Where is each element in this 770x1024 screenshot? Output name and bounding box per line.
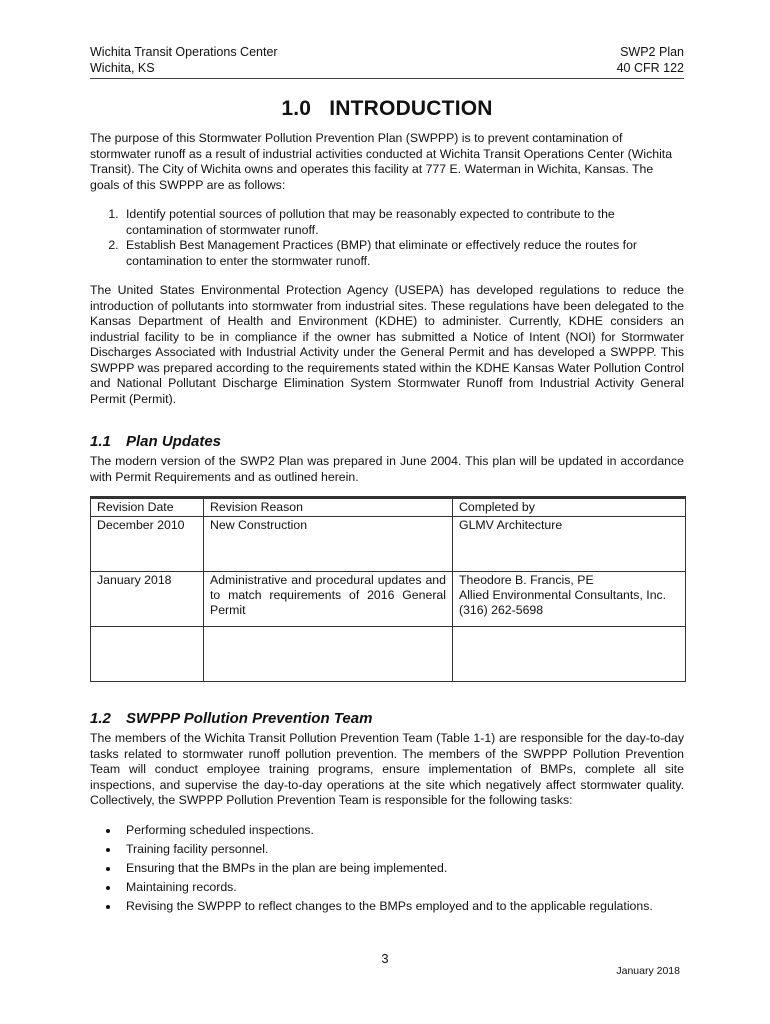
revision-reason-cell: [204, 627, 453, 682]
header-rule: [90, 78, 684, 79]
completed-by-line: Allied Environmental Consultants, Inc.: [459, 588, 667, 602]
column-header-completed-by: Completed by: [453, 498, 686, 517]
revision-reason-cell: Administrative and procedural updates and to match requirements of 2016 General Permit: [204, 572, 453, 627]
plan-updates-paragraph: The modern version of the SWP2 Plan was prepared in June 2004. This plan will be updated in accordance with Permit Requirements and as outlined herein.: [90, 454, 684, 484]
revision-table: [90, 496, 686, 682]
revision-date-cell: [91, 627, 204, 682]
page-title: 1.0 INTRODUCTION: [281, 97, 493, 120]
header-regulation: 40 CFR 122: [616, 61, 684, 75]
list-item: • Performing scheduled inspections.: [120, 821, 684, 840]
completed-by-cell: [453, 517, 686, 572]
revision-reason-cell: New Construction: [204, 517, 453, 572]
list-item: • Ensuring that the BMPs in the plan are being implemented.: [120, 859, 684, 878]
completed-by-line: Theodore B. Francis, PE: [459, 573, 594, 587]
completed-by-line: (316) 262-5698: [459, 603, 544, 617]
header-right: [617, 44, 684, 76]
page-number: 3: [381, 951, 389, 966]
section-number: 1.1: [90, 433, 111, 450]
section-heading-plan-updates: [90, 433, 684, 451]
completed-by-cell: [453, 572, 686, 627]
table-row: [91, 627, 686, 682]
section-number: 1.2: [90, 710, 111, 727]
column-header-reason: Revision Reason: [204, 498, 453, 517]
running-header: [90, 44, 684, 76]
list-item: • Maintaining records.: [120, 878, 684, 897]
completed-by-line: GLMV Architecture: [459, 518, 563, 532]
goals-list: [90, 207, 684, 269]
completed-by-cell: [453, 627, 686, 682]
header-left: [90, 44, 278, 76]
goal-item: 2. Establish Best Management Practices (BMP) that eliminate or effectively reduce the routes for contamination to enter the stormwater runoff.: [122, 238, 684, 269]
pollution-team-paragraph: The members of the Wichita Transit Pollution Prevention Team (Table 1-1) are responsible for the day-to-day tasks related to stormwater runoff pollution prevention. The members of the SWPPP Pollution Prevention Team will conduct employee training programs, ensure implementation of BMPs, complete all site inspections, and supervise the day-to-day operations at the site which negatively affect stormwater quality. Collectively, the SWPPP Pollution Prevention Team is responsible for the following tasks:: [90, 731, 684, 807]
column-header-date: Revision Date: [91, 498, 204, 517]
revision-date-cell: January 2018: [91, 572, 204, 627]
list-item: • Revising the SWPPP to reflect changes to the BMPs employed and to the applicable regulations.: [120, 897, 684, 916]
tasks-list: [90, 821, 684, 917]
header-plan: SWP2 Plan: [620, 45, 684, 59]
table-row: [91, 572, 686, 627]
section-title: Plan Updates: [126, 433, 222, 450]
footer-date: January 2018: [616, 965, 680, 977]
section-title: SWPPP Pollution Prevention Team: [126, 710, 373, 727]
header-location: Wichita, KS: [90, 61, 155, 75]
revision-date-cell: December 2010: [91, 517, 204, 572]
table-row: [91, 517, 686, 572]
section-heading-pollution-team: [90, 710, 684, 728]
goal-item: 1. Identify potential sources of pollution that may be reasonably expected to contribute to the contamination of stormwater runoff.: [122, 207, 684, 238]
list-item: • Training facility personnel.: [120, 840, 684, 859]
intro-paragraph-1: The purpose of this Stormwater Pollution Prevention Plan (SWPPP) is to prevent contamination of stormwater runoff as a result of industrial activities conducted at Wichita Transit Operations Center (Wichita Transit). The City of Wichita owns and operates this facility at 777 E. Waterman in Wichita, Kansas. The goals of this SWPPP are as follows:: [90, 131, 673, 192]
document-page: [90, 44, 684, 917]
table-header-row: [91, 498, 686, 517]
header-facility: Wichita Transit Operations Center: [90, 45, 278, 59]
intro-paragraph-2: The United States Environmental Protection Agency (USEPA) has developed regulations to reduce the introduction of pollutants into stormwater from industrial sites. These regulations have been delegated to the Kansas Department of Health and Environment (KDHE) to administer. Currently, KDHE considers an industrial facility to be in compliance if the owner has submitted a Notice of Intent (NOI) for Stormwater Discharges Associated with Industrial Activity under the General Permit and has developed a SWPPP. This SWPPP was prepared according to the requirements stated within the KDHE Kansas Water Pollution Control and National Pollutant Discharge Elimination System Stormwater Runoff from Industrial Activity General Permit (Permit).: [90, 283, 684, 406]
